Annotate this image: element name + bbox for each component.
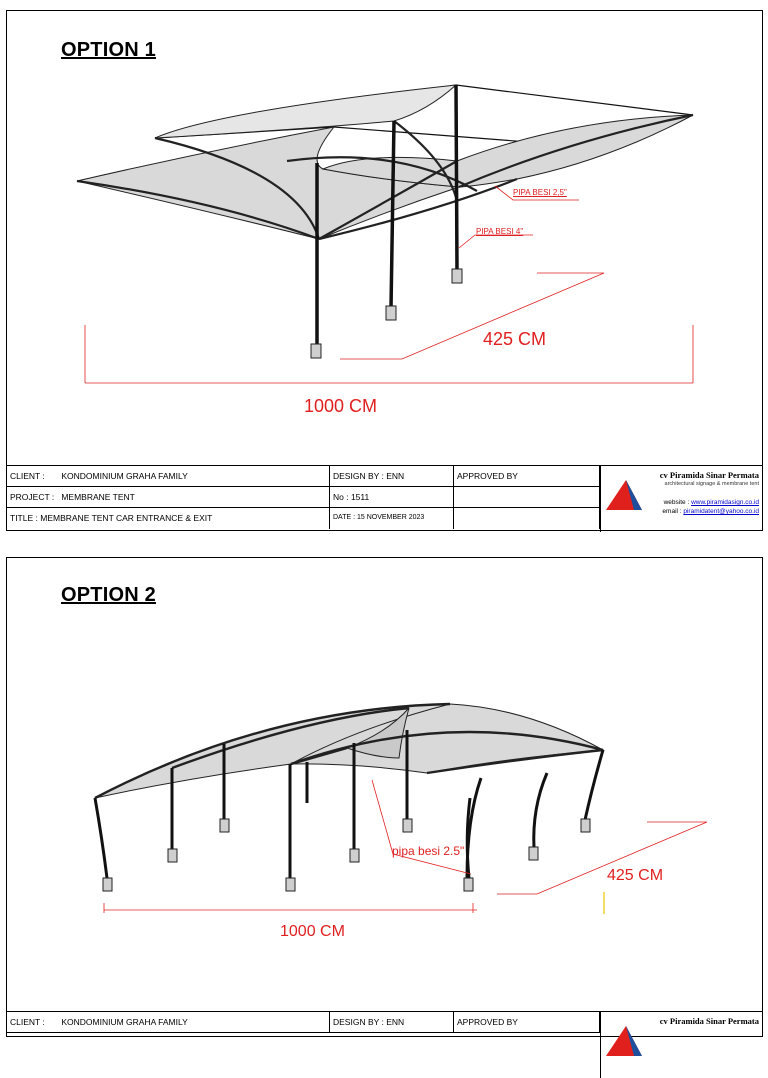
pipe-label-2-5: pipa besi 2.5" — [392, 844, 465, 858]
pipe-label-4: PIPA BESI 4" — [476, 227, 524, 236]
approved-signature-cell — [454, 487, 600, 508]
title-block — [7, 1011, 762, 1078]
company-block — [600, 1012, 762, 1078]
sheet-title: OPTION 1 — [61, 39, 156, 61]
email-link[interactable]: piramidatent@yahoo.co.id — [683, 508, 759, 515]
title-block — [7, 465, 762, 532]
company-block — [600, 466, 762, 532]
project-label: PROJECT : — [10, 492, 55, 502]
depth-dimension: 425 CM — [483, 329, 547, 349]
design-by-cell: DESIGN BY : ENN — [330, 1012, 454, 1033]
approved-by-cell: APPROVED BY — [454, 466, 600, 487]
website-link[interactable]: www.piramidasign.co.id — [691, 499, 759, 506]
date-cell: DATE : 15 NOVEMBER 2023 — [330, 508, 454, 529]
membrane-tent-drawing-option-2 — [7, 558, 762, 1011]
number-cell: No : 1511 — [330, 487, 454, 508]
title-cell — [7, 508, 330, 529]
project-value: MEMBRANE TENT — [61, 492, 135, 502]
client-label: CLIENT : — [10, 471, 45, 481]
width-dimension: 1000 CM — [280, 923, 345, 940]
client-value: KONDOMINIUM GRAHA FAMILY — [61, 471, 188, 481]
company-website — [664, 499, 759, 506]
depth-dimension: 425 CM — [607, 867, 664, 884]
pipe-label-2-5: PIPA BESI 2,5" — [513, 188, 567, 197]
client-cell — [7, 1012, 330, 1033]
website-label: website : — [663, 499, 692, 506]
client-label: CLIENT : — [10, 1017, 45, 1027]
sheet-title: OPTION 2 — [61, 584, 156, 606]
width-dimension: 1000 CM — [304, 396, 378, 416]
project-cell — [7, 487, 330, 508]
membrane-tent-drawing-option-1 — [7, 11, 762, 465]
company-logo-icon — [604, 476, 644, 512]
approved-by-cell: APPROVED BY — [454, 1012, 600, 1033]
empty-cell — [454, 508, 600, 529]
email-label: email : — [662, 508, 684, 515]
client-value: KONDOMINIUM GRAHA FAMILY — [61, 1017, 188, 1027]
design-by-cell: DESIGN BY : ENN — [330, 466, 454, 487]
company-name: cv Piramida Sinar Permata — [659, 1016, 759, 1026]
drawing-sheet-option-2 — [6, 557, 763, 1037]
company-name: cv Piramida Sinar Permata — [659, 470, 759, 480]
company-tagline: architectural signage & membrane tent — [664, 481, 759, 487]
title-value: MEMBRANE TENT CAR ENTRANCE & EXIT — [40, 513, 213, 523]
drawing-sheet-option-1 — [6, 10, 763, 531]
company-email — [662, 508, 759, 515]
title-label: TITLE : — [10, 513, 38, 523]
client-cell — [7, 466, 330, 487]
company-logo-icon — [604, 1022, 644, 1058]
